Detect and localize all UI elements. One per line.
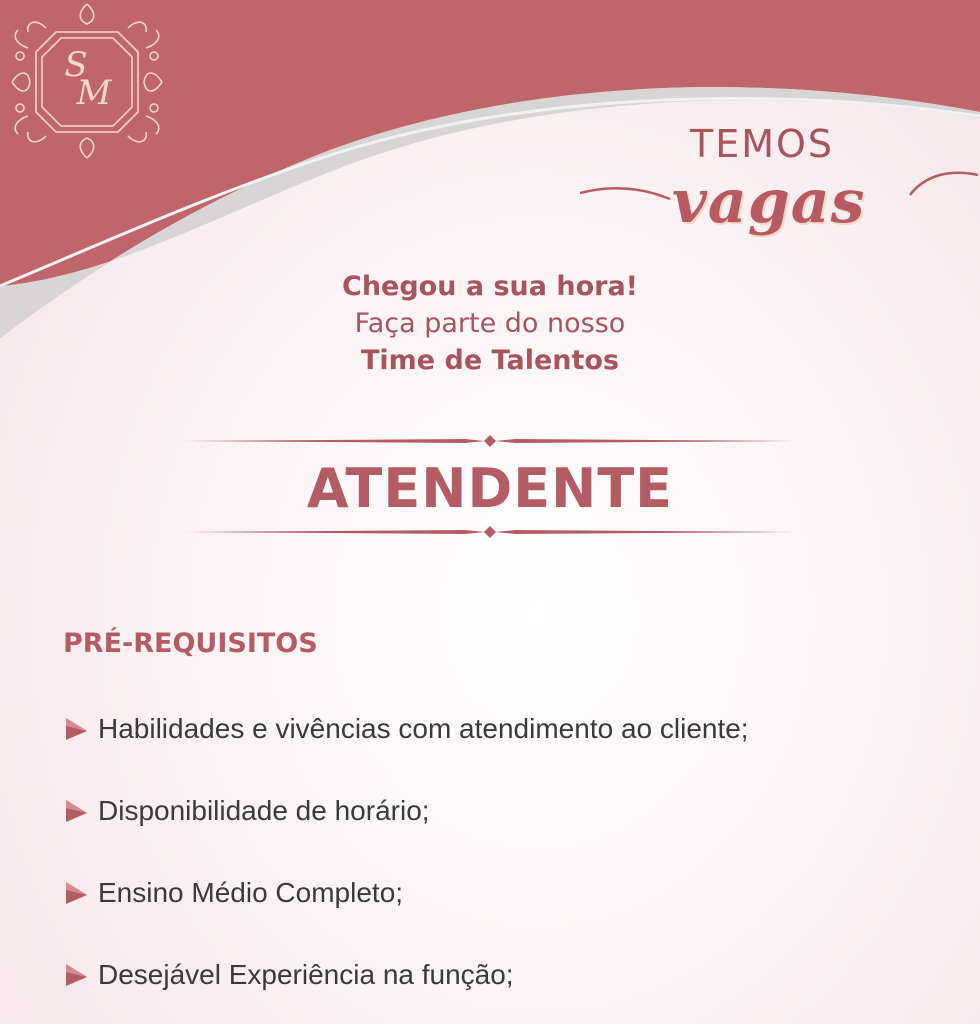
banner-vagas <box>580 165 980 255</box>
bullet-arrow-icon <box>63 716 89 742</box>
requirement-item <box>63 709 749 749</box>
monogram-m: M <box>76 73 112 113</box>
requirement-text: Disponibilidade de horário; <box>98 795 430 826</box>
divider-bottom <box>185 525 795 539</box>
intro-line-3: Time de Talentos <box>360 345 620 376</box>
requirement-text: Habilidades e vivências com atendimento ao cliente; <box>98 713 749 744</box>
requirement-item <box>63 955 514 995</box>
requirement-item <box>63 791 430 831</box>
intro-line-1: Chegou a sua hora! <box>342 271 638 302</box>
brand-logo <box>6 0 168 162</box>
bullet-arrow-icon <box>63 962 89 988</box>
job-title: ATENDENTE <box>306 457 674 520</box>
banner-temos: TEMOS <box>690 122 835 166</box>
divider-top <box>185 434 795 448</box>
monogram-s: S <box>64 45 88 85</box>
bullet-arrow-icon <box>63 798 89 824</box>
requirements-title: PRÉ-REQUISITOS <box>63 628 318 659</box>
intro-block <box>0 268 980 379</box>
requirement-text: Ensino Médio Completo; <box>98 877 404 908</box>
requirement-item <box>63 873 403 913</box>
banner-vagas-text: vagas <box>672 167 866 237</box>
requirement-text: Desejável Experiência na função; <box>98 959 514 990</box>
bullet-arrow-icon <box>63 880 89 906</box>
intro-line-2: Faça parte do nosso <box>354 308 626 339</box>
